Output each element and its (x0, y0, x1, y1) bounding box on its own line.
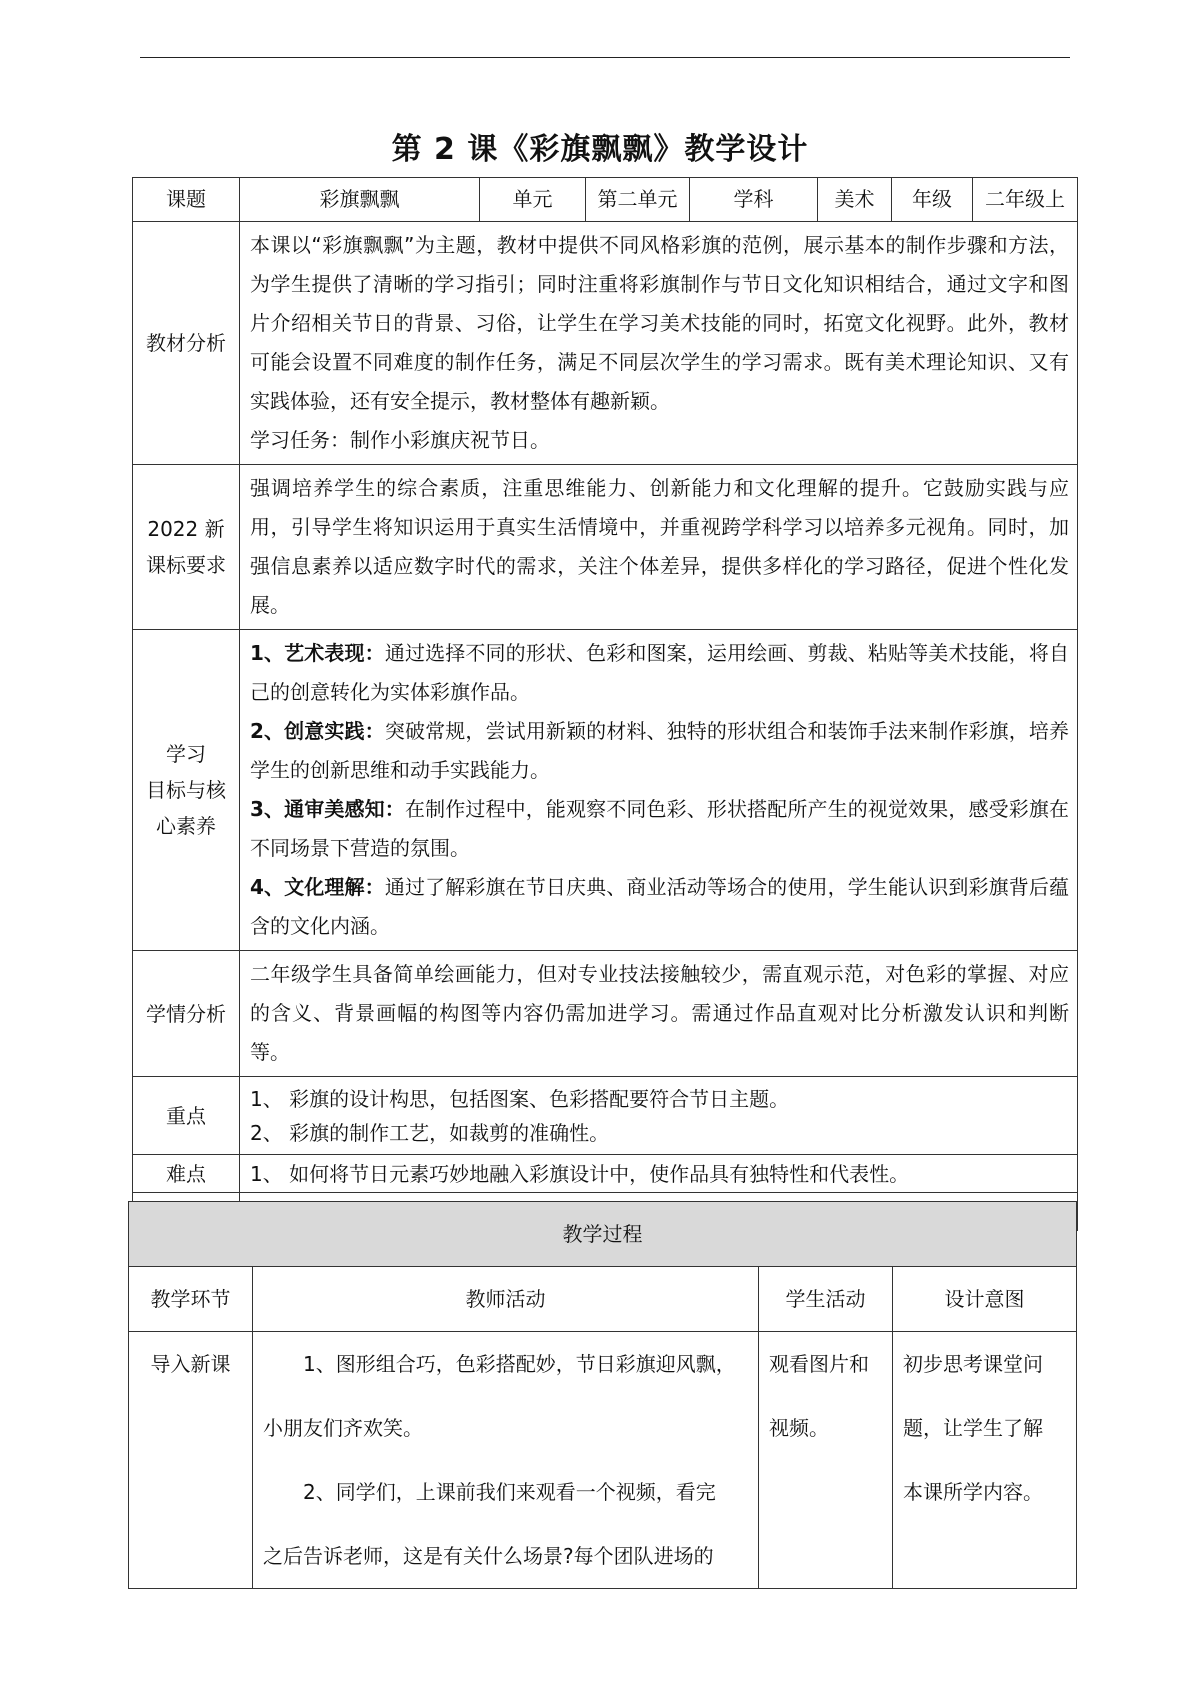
difficulties-label: 难点 (133, 1155, 240, 1193)
objectives-label-line2: 目标与核 (146, 778, 226, 802)
teacher-activity-line: 小朋友们齐欢笑。 (263, 1416, 423, 1440)
design-intent-line: 初步思考课堂问 (903, 1352, 1043, 1376)
key-point-item: 2、 彩旗的制作工艺，如裁剪的准确性。 (250, 1120, 610, 1145)
subject-label: 学科 (690, 178, 818, 222)
objective-head: 2、创意实践： (250, 719, 385, 743)
design-intent-cell (893, 1332, 1077, 1589)
objective-item (250, 634, 1069, 712)
student-activity-line: 视频。 (769, 1416, 829, 1440)
grade-value: 二年级上 (973, 178, 1078, 222)
process-heading: 教学过程 (129, 1202, 1077, 1267)
teacher-activity-line: 之后告诉老师，这是有关什么场景?每个团队进场的 (263, 1544, 714, 1568)
curriculum-label (133, 465, 240, 630)
process-row-intro (129, 1332, 1077, 1589)
curriculum-label-line2: 课标要求 (146, 553, 226, 577)
header-rule (140, 57, 1070, 58)
key-points-label: 重点 (133, 1077, 240, 1155)
objective-head: 1、艺术表现： (250, 641, 385, 665)
subject-value: 美术 (818, 178, 892, 222)
objective-item (250, 868, 1069, 946)
student-analysis-text: 二年级学生具备简单绘画能力，但对专业技法接触较少，需直观示范，对色彩的掌握、对应的含义、背景画幅的构图等内容仍需加进学习。需通过作品直观对比分析激发认识和判断等。 (240, 951, 1078, 1077)
curriculum-row (133, 465, 1078, 630)
objective-item (250, 790, 1069, 868)
textbook-analysis-row (133, 222, 1078, 465)
process-column-header-row (129, 1267, 1077, 1332)
objective-item (250, 712, 1069, 790)
objective-text: 通过选择不同的形状、色彩和图案，运用绘画、剪裁、粘贴等美术技能，将自己的创意转化为实体彩旗作品。 (250, 641, 1070, 704)
objectives-cell (240, 630, 1078, 951)
objective-text: 通过了解彩旗在节日庆典、商业活动等场合的使用，学生能认识到彩旗背后蕴含的文化内涵。 (250, 875, 1070, 938)
student-activity-line: 观看图片和 (769, 1352, 869, 1376)
textbook-analysis-label: 教材分析 (133, 222, 240, 465)
objective-head: 3、通审美感知： (250, 797, 405, 821)
teacher-activity-line: 1、图形组合巧，色彩搭配妙，节日彩旗迎风飘， (303, 1352, 736, 1376)
objectives-label-line3: 心素养 (156, 814, 216, 838)
objectives-label-line1: 学习 (166, 742, 206, 766)
objective-head: 4、文化理解： (250, 875, 385, 899)
difficulties-text: 1、 如何将节日元素巧妙地融入彩旗设计中，使作品具有独特性和代表性。 (240, 1155, 1078, 1193)
objectives-row (133, 630, 1078, 951)
objective-text: 在制作过程中，能观察不同色彩、形状搭配所产生的视觉效果，感受彩旗在不同场景下营造的氛围。 (250, 797, 1069, 860)
teacher-activity-cell (253, 1332, 759, 1589)
column-header-stage: 教学环节 (129, 1267, 253, 1332)
design-intent-line: 本课所学内容。 (903, 1480, 1043, 1504)
info-row (133, 178, 1078, 222)
student-activity-cell (759, 1332, 893, 1589)
textbook-analysis-cell (240, 222, 1078, 465)
curriculum-label-line1: 2022 新 (147, 517, 225, 541)
key-points-row (133, 1077, 1078, 1155)
topic-value: 彩旗飘飘 (240, 178, 480, 222)
column-header-student: 学生活动 (759, 1267, 893, 1332)
grade-label: 年级 (892, 178, 973, 222)
topic-label: 课题 (133, 178, 240, 222)
column-header-intent: 设计意图 (893, 1267, 1077, 1332)
teacher-activity-line: 2、同学们，上课前我们来观看一个视频，看完 (303, 1480, 716, 1504)
curriculum-text: 强调培养学生的综合素质，注重思维能力、创新能力和文化理解的提升。它鼓励实践与应用，引导学生将知识运用于真实生活情境中，并重视跨学科学习以培养多元视角。同时，加强信息素养以适应数字时代的需求，关注个体差异，提供多样化的学习路径，促进个性化发展。 (240, 465, 1078, 630)
document-title: 第 2 课《彩旗飘飘》教学设计 (391, 132, 809, 167)
learning-task-text: 学习任务：制作小彩旗庆祝节日。 (250, 428, 550, 452)
key-points-cell (240, 1077, 1078, 1155)
difficulties-row (133, 1155, 1078, 1193)
student-analysis-row (133, 951, 1078, 1077)
design-intent-line: 题，让学生了解 (903, 1416, 1043, 1440)
unit-value: 第二单元 (586, 178, 690, 222)
objectives-label (133, 630, 240, 951)
objective-text: 突破常规，尝试用新颖的材料、独特的形状组合和装饰手法来制作彩旗，培养学生的创新思维和动手实践能力。 (250, 719, 1070, 782)
lesson-info-table (132, 177, 1078, 1231)
textbook-analysis-text: 本课以“彩旗飘飘”为主题，教材中提供不同风格彩旗的范例，展示基本的制作步骤和方法，为学生提供了清晰的学习指引；同时注重将彩旗制作与节日文化知识相结合，通过文字和图片介绍相关节日的背景、习俗，让学生在学习美术技能的同时，拓宽文化视野。此外，教材可能会设置不同难度的制作任务，满足不同层次学生的学习需求。既有美术理论知识、又有实践体验，还有安全提示，教材整体有趣新颖。 (250, 233, 1069, 413)
teaching-process-table (128, 1201, 1077, 1589)
stage-cell: 导入新课 (129, 1332, 253, 1589)
key-point-item: 1、 彩旗的设计构思，包括图案、色彩搭配要符合节日主题。 (250, 1086, 790, 1111)
student-analysis-label: 学情分析 (133, 951, 240, 1077)
process-heading-row (129, 1202, 1077, 1267)
column-header-teacher: 教师活动 (253, 1267, 759, 1332)
unit-label: 单元 (480, 178, 586, 222)
